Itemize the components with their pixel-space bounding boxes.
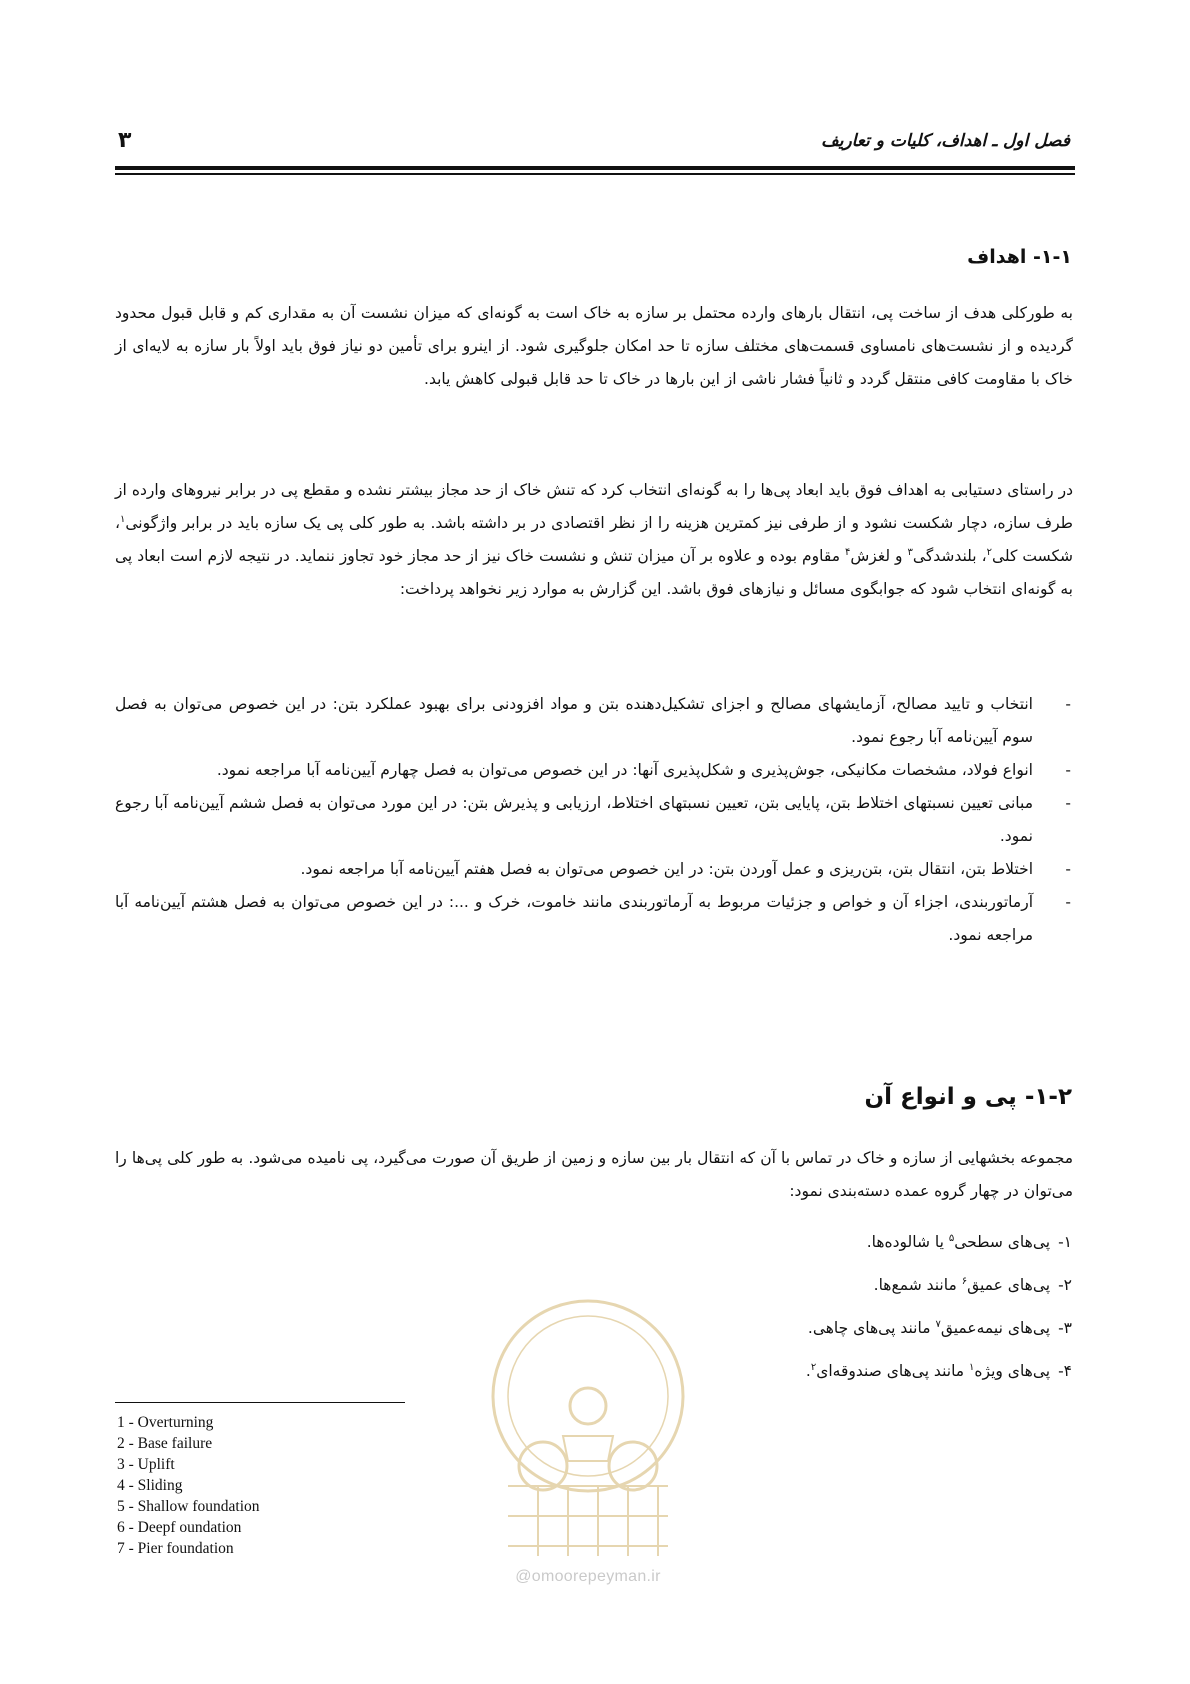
list-dash: - <box>1065 860 1071 878</box>
footnote-item: 7 - Pier foundation <box>117 1540 234 1557</box>
paragraph-text: ، بلندشدگی <box>912 547 987 565</box>
list-dash: - <box>1065 794 1071 812</box>
list-item-text: . <box>805 1362 811 1380</box>
list-item-text: یا شالوده‌ها. <box>866 1233 949 1251</box>
watermark-site: @omoorepeyman.ir <box>515 1568 661 1585</box>
footnote-ref[interactable]: ۷ <box>935 1318 941 1330</box>
list-dash: - <box>1065 761 1071 779</box>
footnote-ref[interactable]: ۶ <box>961 1275 968 1287</box>
list-item <box>806 1264 1072 1307</box>
list-item-text: اختلاط بتن، انتقال بتن، بتن‌ریزی و عمل آوردن بتن: در این خصوص می‌توان به فصل هفتم آیین‌نامه آبا مراجعه نمود. <box>300 860 1033 878</box>
paragraph-objectives-scope <box>115 474 1073 606</box>
list-item-text: مانند پی‌های صندوقه‌ای <box>816 1362 970 1380</box>
running-title: فصل اول ـ اهداف، کلیات و تعاریف <box>821 131 1070 151</box>
paragraph-objectives-intro: به طورکلی هدف از ساخت پی، انتقال بارهای وارده محتمل بر سازه به خاک است به گونه‌ای که میزان نشست آن به مقداری کم و قابل قبول محدود گردیده و از نشست‌های نامساوی قسمت‌های مختلف سازه تا حد امکان جلوگیری شود. از اینرو برای تأمین دو نیاز فوق باید اولاً بار سازه به لایه‌ای از خاک با مقاومت کافی منتقل گردد و ثانیاً فشار ناشی از این بارها در خاک تا حد قابل قبولی کاهش یابد. <box>115 304 1073 388</box>
paragraph-text: و لغزش <box>850 547 908 565</box>
list-number: ۱- <box>1058 1233 1072 1251</box>
list-item-text: پی‌های عمیق <box>967 1276 1051 1294</box>
footnote-ref[interactable]: ۲ <box>986 546 992 558</box>
paragraph-text: ، شکست کلی <box>115 514 1074 565</box>
list-item <box>806 1221 1072 1264</box>
footnote-item: 3 - Uplift <box>117 1456 175 1473</box>
list-item <box>115 853 1075 886</box>
section-heading-objectives: ۱-۱- اهداف <box>967 246 1072 268</box>
list-item <box>115 886 1075 952</box>
list-dash: - <box>1065 695 1071 713</box>
footnote-ref[interactable]: ۲ <box>810 1361 817 1373</box>
list-item-text: انتخاب و تایید مصالح، آزمایشهای مصالح و اجزای تشکیل‌دهنده بتن و مواد افزودنی برای بهبود عملکرد بتن: در این خصوص می‌توان به فصل سوم آیین‌نامه آبا رجوع نمود. <box>115 695 1033 746</box>
list-item-text: مانند شمع‌ها. <box>873 1276 962 1294</box>
footnote-ref[interactable]: ۳ <box>907 546 913 558</box>
page-number: ۳ <box>118 128 132 153</box>
list-item-text: پی‌های سطحی <box>954 1233 1051 1251</box>
footnote-item: 2 - Base failure <box>117 1435 213 1452</box>
list-item-text: آرماتوربندی، اجزاء آن و خواص و جزئیات مربوط به آرماتوربندی مانند خاموت، خرک و ...: در این خصوص می‌توان به فصل هشتم آیین‌نامه آبا مراجعه نمود. <box>115 893 1033 944</box>
list-item-text: مانند پی‌های چاهی. <box>807 1319 936 1337</box>
footnote-ref[interactable]: ۵ <box>948 1232 955 1244</box>
list-item-text: پی‌های ویژه <box>974 1362 1051 1380</box>
watermark-logo-icon <box>468 1286 708 1566</box>
section-heading-foundation-types: ۱-۲- پی و انواع آن <box>864 1084 1072 1110</box>
footnote-item: 5 - Shallow foundation <box>117 1498 260 1515</box>
header-rule-thick <box>115 166 1075 170</box>
footnote-ref[interactable]: ۴ <box>845 546 851 558</box>
list-item <box>115 688 1075 754</box>
list-number: ۴- <box>1058 1362 1072 1380</box>
list-item <box>806 1350 1072 1393</box>
footnote-item: 6 - Deepf oundation <box>117 1519 242 1536</box>
excluded-topics-list <box>115 688 1075 952</box>
footnotes <box>117 1412 260 1559</box>
paragraph-text: در راستای دستیابی به اهداف فوق باید ابعاد پی‌ها را به گونه‌ای انتخاب کرد که تنش خاک از حد مجاز بیشتر نشده و مقطع پی در برابر نیروهای وارده از طرف سازه، دچار شکست نشود و از طرفی نیز کمترین هزینه را از نظر اقتصادی در بر داشته باشد. به طور کلی پی یک سازه باید در برابر واژگونی <box>115 481 1073 532</box>
footnote-ref[interactable]: ۱ <box>120 513 126 525</box>
list-number: ۲- <box>1058 1276 1072 1294</box>
list-item <box>115 787 1075 853</box>
watermark <box>468 1286 708 1596</box>
list-item <box>806 1307 1072 1350</box>
list-item-text: انواع فولاد، مشخصات مکانیکی، جوش‌پذیری و شکل‌پذیری آنها: در این خصوص می‌توان به فصل چهارم آیین‌نامه آبا مراجعه نمود. <box>216 761 1033 779</box>
footnote-item: 1 - Overturning <box>117 1414 214 1431</box>
paragraph-text: مقاوم بوده و علاوه بر آن میزان تنش و نشست خاک نیز از حد مجاز خود تجاوز ننماید. در نتیجه لازم است ابعاد پی به گونه‌ای انتخاب شود که جوابگوی مسائل و نیازهای فوق باشد. این گزارش به موارد زیر نخواهد پرداخت: <box>115 547 1073 598</box>
list-dash: - <box>1065 893 1071 911</box>
header-rule-thin <box>115 173 1075 175</box>
list-number: ۳- <box>1058 1319 1072 1337</box>
footnote-separator <box>115 1402 405 1403</box>
footnote-item: 4 - Sliding <box>117 1477 183 1494</box>
paragraph-foundation-definition: مجموعه بخشهایی از سازه و خاک در تماس با آن که انتقال بار بین سازه و زمین از طریق آن صورت می‌گیرد، پی نامیده می‌شود. به طور کلی پی‌ها را می‌توان در چهار گروه عمده دسته‌بندی نمود: <box>115 1149 1073 1200</box>
foundation-types-list <box>806 1221 1072 1393</box>
list-item <box>115 754 1075 787</box>
list-item-text: مبانی تعیین نسبتهای اختلاط بتن، پایایی بتن، تعیین نسبتهای اختلاط، ارزیابی و پذیرش بتن: در این مورد می‌توان به فصل ششم آیین‌نامه آبا رجوع نمود. <box>115 794 1033 845</box>
list-item-text: پی‌های نیمه‌عمیق <box>940 1319 1051 1337</box>
footnote-ref[interactable]: ۱ <box>969 1361 975 1373</box>
